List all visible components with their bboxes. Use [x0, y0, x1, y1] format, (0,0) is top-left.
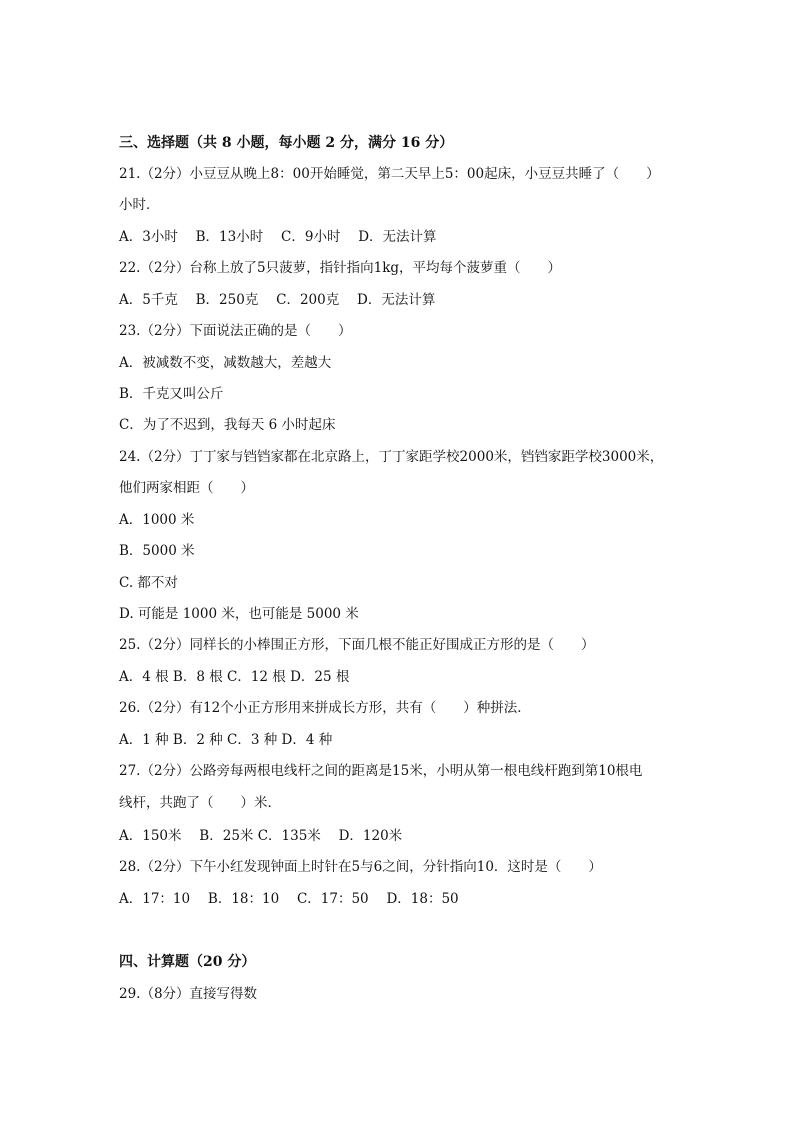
- question-24-option-a: A．1000 米: [119, 512, 195, 528]
- question-24-option-b: B．5000 米: [119, 543, 195, 559]
- question-25-text: 25.（2分）同样长的小棒围正方形，下面几根不能正好围成正方形的是（ ）: [119, 637, 595, 653]
- question-21-text-line-1: 21.（2分）小豆豆从晚上8：00开始睡觉，第二天早上5：00起床，小豆豆共睡了（ ）: [119, 166, 660, 182]
- question-23-text: 23.（2分）下面说法正确的是（ ）: [119, 323, 352, 339]
- question-23-option-b: B．千克又叫公斤: [119, 386, 224, 402]
- question-22-text: 22.（2分）台称上放了5只菠萝，指针指向1kg，平均每个菠萝重（ ）: [119, 260, 562, 276]
- question-27-text-line-2: 线杆，共跑了（ ）米．: [119, 795, 281, 811]
- question-23-option-c: C．为了不迟到，我每天 6 小时起床: [119, 417, 336, 433]
- question-26-text: 26.（2分）有12个小正方形用来拼成长方形，共有（ ）种拼法．: [119, 700, 531, 716]
- question-27-options: A．150米 B．25米 C．135米 D．120米: [119, 828, 403, 844]
- question-26-options: A．1 种 B．2 种 C．3 种 D．4 种: [119, 732, 333, 748]
- question-23-option-a: A．被减数不变，减数越大，差越大: [119, 355, 332, 371]
- question-27-text-line-1: 27.（2分）公路旁每两根电线杆之间的距离是15米，小明从第一根电线杆跑到第10根电: [119, 763, 643, 779]
- question-24-option-c: C. 都不对: [119, 575, 178, 591]
- question-21-options: A．3小时 B．13小时 C．9小时 D．无法计算: [119, 229, 437, 245]
- question-28-text: 28.（2分）下午小红发现钟面上时针在5与6之间，分针指向10．这时是（ ）: [119, 859, 602, 875]
- question-29-text: 29.（8分）直接写得数: [119, 986, 258, 1002]
- section-3-heading: 三、选择题（共 8 小题，每小题 2 分，满分 16 分）: [119, 135, 454, 151]
- question-25-options: A．4 根 B．8 根 C．12 根 D．25 根: [119, 669, 350, 685]
- question-28-options: A．17：10 B．18：10 C．17：50 D．18：50: [119, 891, 459, 907]
- section-4-heading: 四、计算题（20 分）: [119, 954, 256, 970]
- question-24-text-line-2: 他们两家相距（ ）: [119, 480, 254, 496]
- question-21-text-line-2: 小时．: [119, 197, 160, 213]
- question-22-options: A．5千克 B．250克 C．200克 D．无法计算: [119, 292, 436, 308]
- question-24-option-d: D. 可能是 1000 米，也可能是 5000 米: [119, 606, 359, 622]
- question-24-text-line-1: 24.（2分）丁丁家与铛铛家都在北京路上，丁丁家距学校2000米，铛铛家距学校3000米，: [119, 449, 664, 465]
